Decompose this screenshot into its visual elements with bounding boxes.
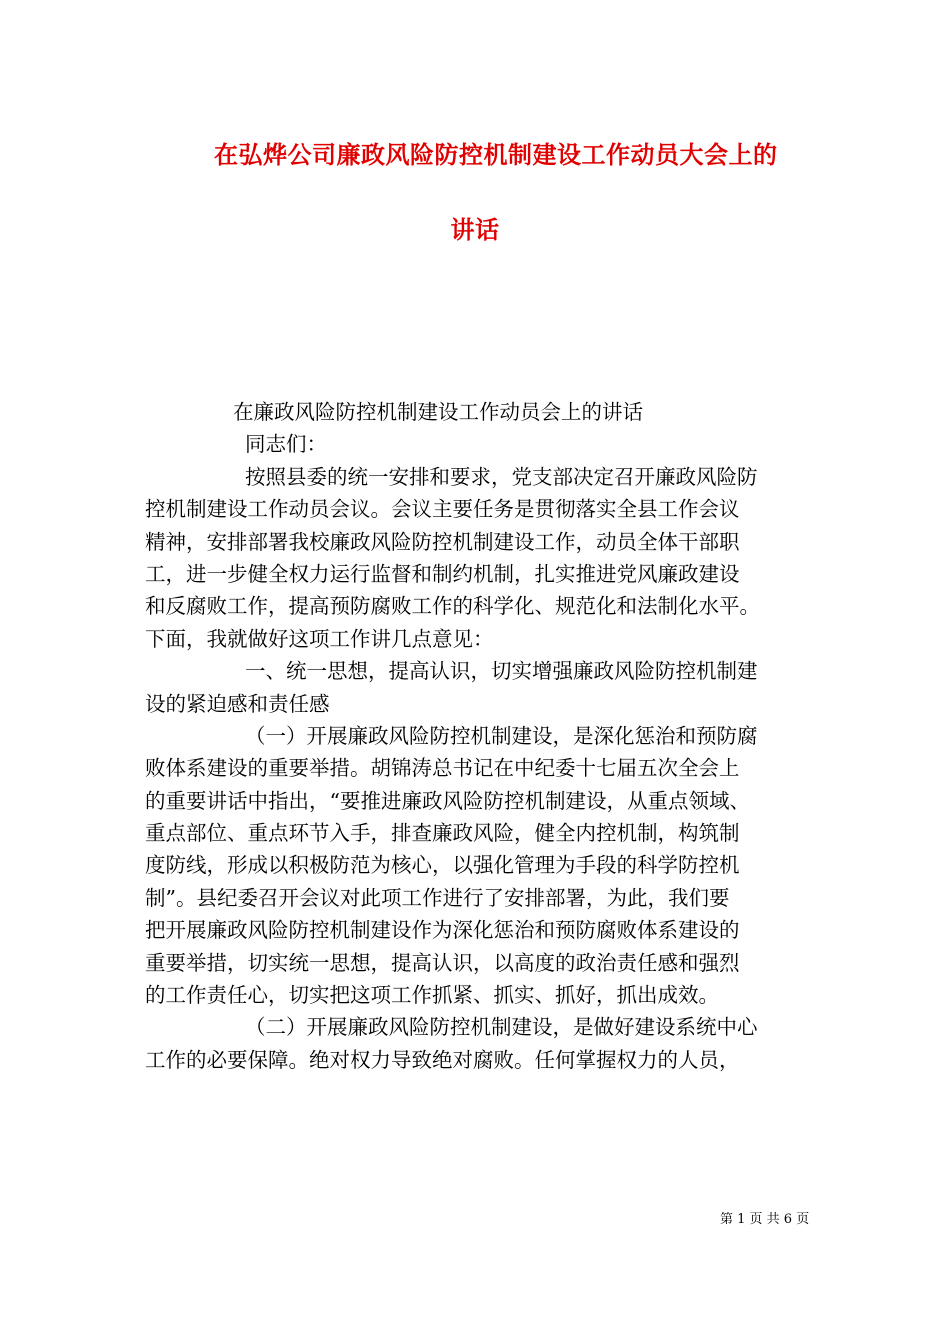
body-line: 把开展廉政风险防控机制建设作为深化惩治和预防腐败体系建设的 bbox=[145, 918, 740, 943]
body-line: 精神，安排部署我校廉政风险防控机制建设工作，动员全体干部职 bbox=[145, 529, 740, 554]
document-title-line2: 讲话 bbox=[450, 215, 500, 244]
body-line: 制”。县纪委召开会议对此项工作进行了安排部署，为此，我们要 bbox=[145, 885, 730, 910]
body-line: 在廉政风险防控机制建设工作动员会上的讲话 bbox=[233, 400, 643, 424]
body-line: 下面，我就做好这项工作讲几点意见： bbox=[145, 626, 494, 651]
body-line: 的工作责任心，切实把这项工作抓紧、抓实、抓好，抓出成效。 bbox=[145, 983, 719, 1008]
body-line: 一、统一思想，提高认识，切实增强廉政风险防控机制建 bbox=[245, 659, 758, 684]
body-line: （一）开展廉政风险防控机制建设，是深化惩治和预防腐 bbox=[245, 723, 758, 748]
body-line: 重点部位、重点环节入手，排查廉政风险，健全内控机制，构筑制 bbox=[145, 821, 740, 846]
body-line: 设的紧迫感和责任感 bbox=[145, 691, 330, 716]
body-line: 败体系建设的重要举措。胡锦涛总书记在中纪委十七届五次全会上 bbox=[145, 756, 740, 781]
body-line: 和反腐败工作，提高预防腐败工作的科学化、规范化和法制化水平。 bbox=[145, 594, 760, 619]
body-line: 的重要讲话中指出，“要推进廉政风险防控机制建设，从重点领域、 bbox=[145, 788, 750, 813]
body-line: 按照县委的统一安排和要求，党支部决定召开廉政风险防 bbox=[245, 464, 758, 489]
body-line: 工作的必要保障。绝对权力导致绝对腐败。任何掌握权力的人员， bbox=[145, 1047, 740, 1072]
body-line: 度防线，形成以积极防范为核心，以强化管理为手段的科学防控机 bbox=[145, 853, 740, 878]
body-line: 工，进一步健全权力运行监督和制约机制，扎实推进党风廉政建设 bbox=[145, 561, 740, 586]
body-line: 同志们： bbox=[245, 432, 327, 457]
body-line: 控机制建设工作动员会议。会议主要任务是贯彻落实全县工作会议 bbox=[145, 497, 740, 522]
document-body bbox=[145, 396, 815, 1076]
document-title-line1: 在弘烨公司廉政风险防控机制建设工作动员大会上的 bbox=[214, 140, 778, 169]
body-line: 重要举措，切实统一思想，提高认识，以高度的政治责任感和强烈 bbox=[145, 950, 740, 975]
body-line: （二）开展廉政风险防控机制建设，是做好建设系统中心 bbox=[245, 1015, 758, 1040]
page-footer: 第 1 页 共 6 页 bbox=[720, 1212, 810, 1227]
